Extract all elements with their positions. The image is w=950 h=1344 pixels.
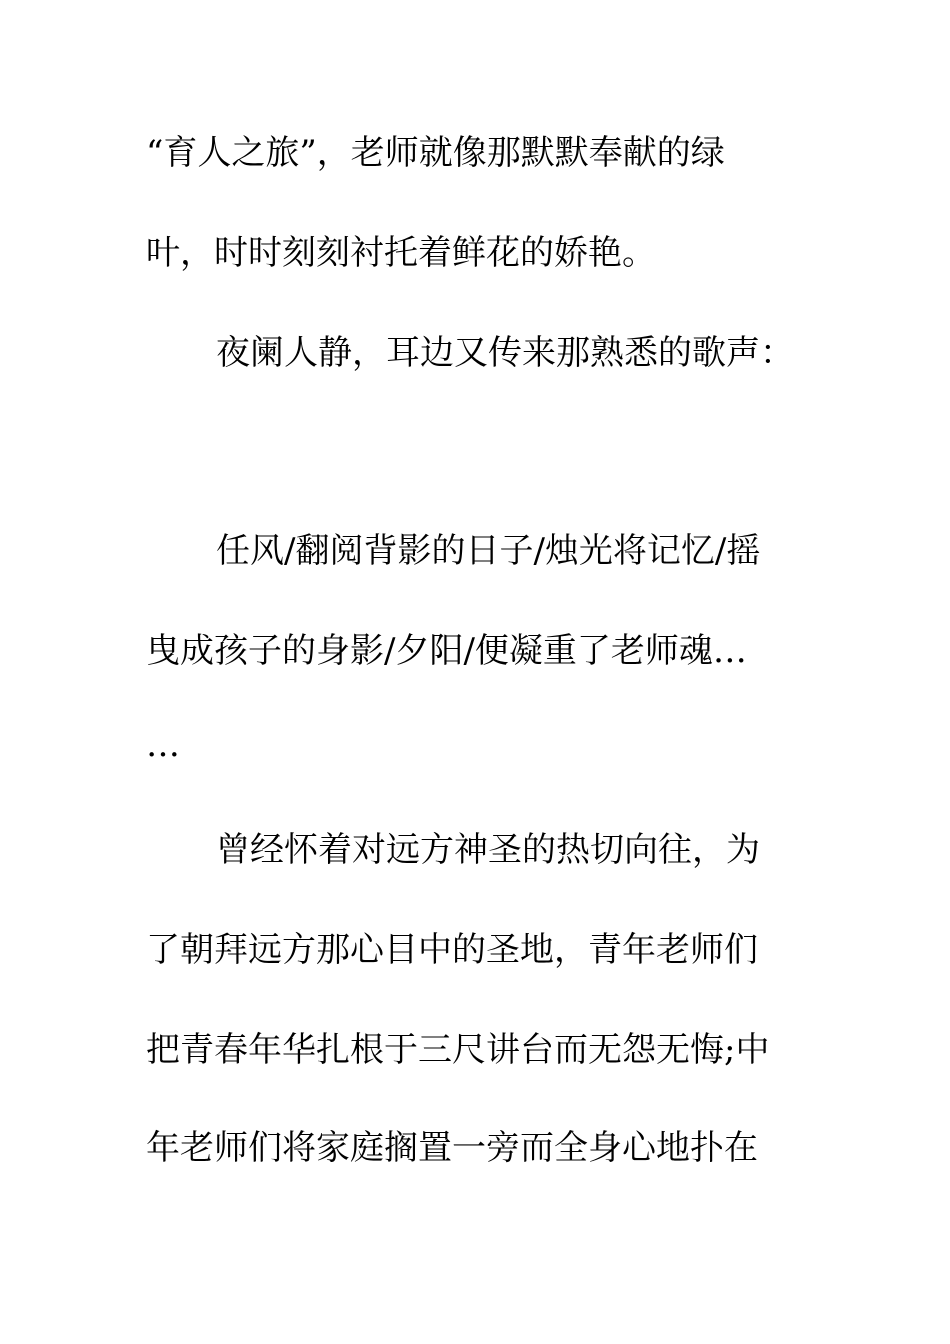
- text-line-2: 叶，时时刻刻衬托着鲜花的娇艳。: [146, 233, 656, 273]
- text-line-9: 把青春年华扎根于三尺讲台而无怨无悔;中: [146, 1030, 770, 1070]
- text-line-8: 了朝拜远方那心目中的圣地，青年老师们: [146, 930, 758, 970]
- text-line-4: 任风/翻阅背影的日子/烛光将记忆/摇: [216, 531, 761, 571]
- text-line-7: 曾经怀着对远方神圣的热切向往，为: [216, 830, 760, 870]
- text-line-10: 年老师们将家庭搁置一旁而全身心地扑在: [146, 1128, 758, 1168]
- text-line-1: “育人之旅”，老师就像那默默奉献的绿: [146, 133, 725, 173]
- text-line-3: 夜阑人静，耳边又传来那熟悉的歌声：: [216, 333, 794, 373]
- text-line-5: 曳成孩子的身影/夕阳/便凝重了老师魂…: [146, 631, 747, 671]
- text-line-6: …: [146, 725, 180, 765]
